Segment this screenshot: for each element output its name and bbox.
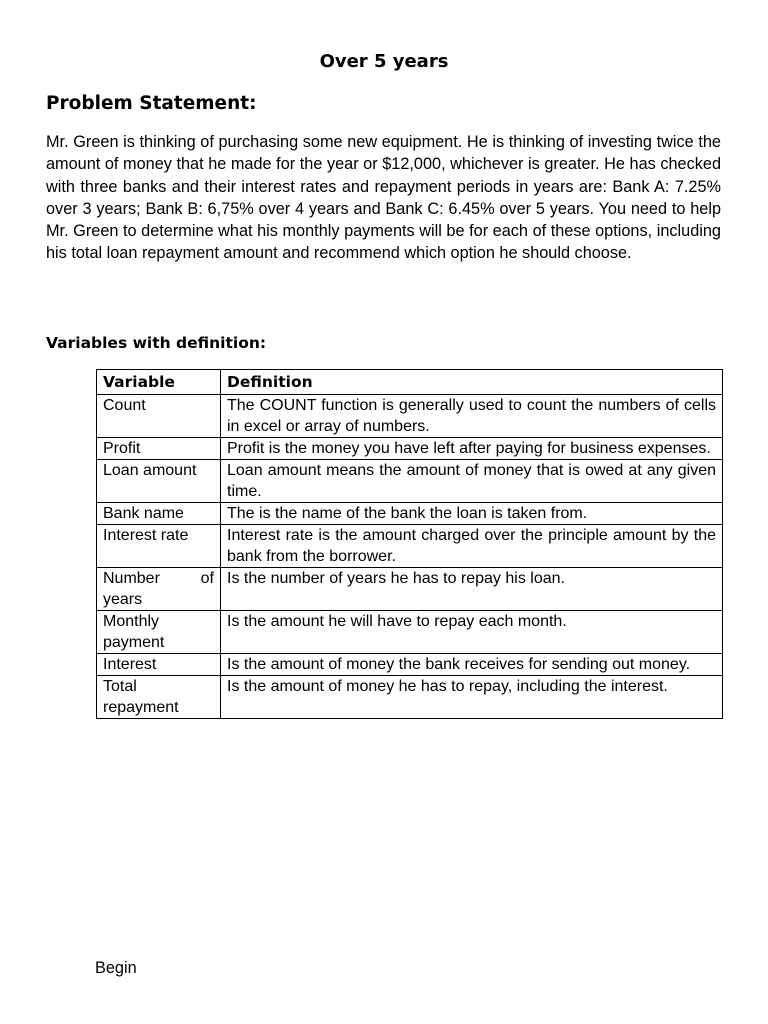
variable-cell: Total repayment: [97, 676, 221, 719]
definition-cell: The is the name of the bank the loan is taken from.: [221, 503, 723, 525]
definition-cell: Is the number of years he has to repay his loan.: [221, 568, 723, 611]
definition-cell: Is the amount of money the bank receives for sending out money.: [221, 654, 723, 676]
definition-cell: Is the amount he will have to repay each month.: [221, 611, 723, 654]
variables-heading: Variables with definition:: [46, 334, 267, 352]
variable-cell: Number of years: [97, 568, 221, 611]
table-row: [97, 611, 723, 654]
table-row: [97, 654, 723, 676]
variable-cell: Interest: [97, 654, 221, 676]
problem-statement-heading: Problem Statement:: [46, 93, 257, 114]
begin-label: Begin: [95, 959, 137, 977]
definition-cell: Profit is the money you have left after paying for business expenses.: [221, 438, 723, 460]
definition-cell: Loan amount means the amount of money that is owed at any given time.: [221, 460, 723, 503]
table-header-row: [97, 370, 723, 395]
variable-cell: Profit: [97, 438, 221, 460]
page-title: Over 5 years: [319, 51, 449, 72]
table-row: [97, 568, 723, 611]
variable-cell: Bank name: [97, 503, 221, 525]
table-row: [97, 676, 723, 719]
column-header-variable: Variable: [97, 370, 221, 395]
table-row: [97, 503, 723, 525]
table-row: [97, 525, 723, 568]
column-header-definition: Definition: [221, 370, 723, 395]
variables-table: [96, 369, 723, 719]
variable-cell: Loan amount: [97, 460, 221, 503]
definition-cell: The COUNT function is generally used to count the numbers of cells in excel or array of numbers.: [221, 395, 723, 438]
problem-statement-text: Mr. Green is thinking of purchasing some new equipment. He is thinking of investing twice the amount of money that he made for the year or $12,000, whichever is greater. He has checked with three banks and their interest rates and repayment periods in years are: Bank A: 7.25% over 3 years; Bank B: 6,75% over 4 years and Bank C: 6.45% over 5 years. You need to help Mr. Green to determine what his monthly payments will be for each of these options, including his total loan repayment amount and recommend which option he should choose.: [46, 133, 721, 263]
variable-cell: Interest rate: [97, 525, 221, 568]
table-row: [97, 438, 723, 460]
table-row: [97, 460, 723, 503]
definition-cell: Interest rate is the amount charged over the principle amount by the bank from the borrower.: [221, 525, 723, 568]
definition-cell: Is the amount of money he has to repay, including the interest.: [221, 676, 723, 719]
variable-cell: Count: [97, 395, 221, 438]
table-row: [97, 395, 723, 438]
variable-cell: Monthly payment: [97, 611, 221, 654]
